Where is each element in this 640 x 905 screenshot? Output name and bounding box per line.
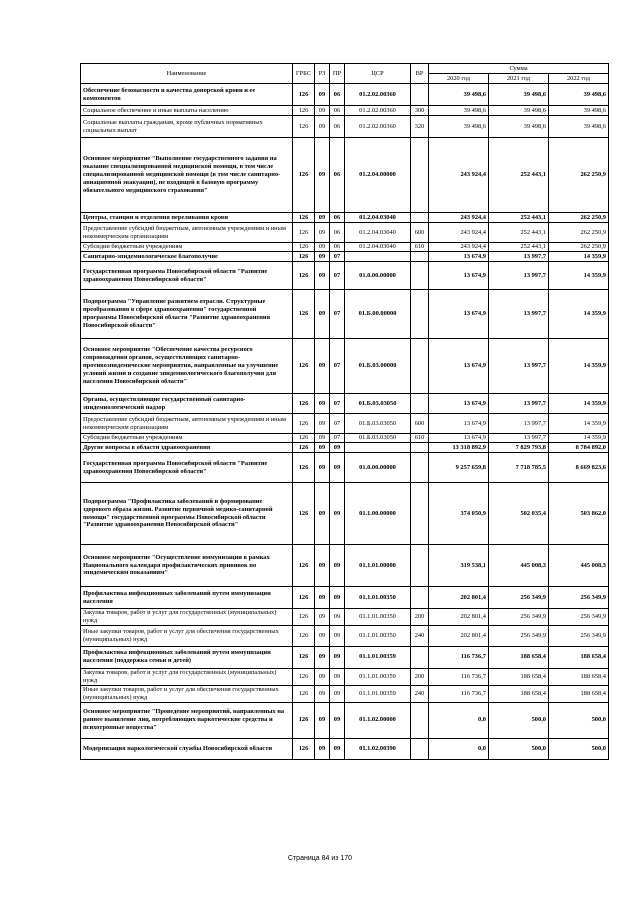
cell-csr: 01.2.04.03040	[345, 243, 411, 252]
cell-vr	[411, 646, 429, 668]
cell-vr: 300	[411, 106, 429, 116]
cell-pr: 07	[330, 414, 345, 434]
cell-pr: 09	[330, 668, 345, 685]
cell-vr	[411, 252, 429, 262]
cell-csr: 01.1.01.00350	[345, 625, 411, 646]
table-row	[81, 483, 609, 545]
cell-pr: 07	[330, 252, 345, 262]
cell-vr	[411, 483, 429, 545]
cell-csr: 01.2.04.03040	[345, 223, 411, 243]
table-row	[81, 609, 609, 626]
cell-vr	[411, 443, 429, 453]
cell-vr	[411, 339, 429, 394]
cell-pr: 09	[330, 587, 345, 609]
cell-pr: 07	[330, 394, 345, 414]
cell-vr	[411, 138, 429, 213]
cell-grbs: 126	[293, 738, 315, 759]
cell-csr: 01.0.00.00000	[345, 262, 411, 290]
cell-name: Государственная программа Новосибирской области "Развитие здравоохранения Новосибирской области"	[81, 262, 293, 290]
cell-y2021: 13 997,7	[489, 434, 549, 443]
cell-y2022: 256 349,9	[549, 587, 609, 609]
cell-y2022: 188 658,4	[549, 685, 609, 702]
table-row	[81, 414, 609, 434]
cell-y2022: 39 498,6	[549, 106, 609, 116]
cell-y2020: 39 498,6	[429, 116, 489, 138]
cell-name: Иные закупки товаров, работ и услуг для обеспечения государственных (муниципальных) нужд	[81, 685, 293, 702]
cell-y2021: 256 349,9	[489, 587, 549, 609]
cell-name: Иные закупки товаров, работ и услуг для обеспечения государственных (муниципальных) нужд	[81, 625, 293, 646]
cell-y2021: 188 658,4	[489, 685, 549, 702]
cell-y2021: 7 718 785,5	[489, 453, 549, 483]
cell-rz: 09	[315, 483, 330, 545]
cell-csr: 01.2.04.03040	[345, 213, 411, 223]
cell-csr: 01.1.01.00359	[345, 668, 411, 685]
cell-vr: 240	[411, 685, 429, 702]
cell-pr: 09	[330, 625, 345, 646]
cell-y2022: 262 250,9	[549, 138, 609, 213]
cell-y2021: 13 997,7	[489, 262, 549, 290]
cell-csr: 01.2.02.00360	[345, 116, 411, 138]
cell-pr: 06	[330, 106, 345, 116]
cell-y2022: 256 349,9	[549, 609, 609, 626]
cell-name: Предоставление субсидий бюджетным, автономным учреждениям и иным некоммерческим организациям	[81, 414, 293, 434]
cell-rz: 09	[315, 106, 330, 116]
cell-y2020: 243 924,4	[429, 243, 489, 252]
cell-y2022: 503 862,0	[549, 483, 609, 545]
cell-y2022: 14 359,9	[549, 262, 609, 290]
cell-y2021: 39 498,6	[489, 84, 549, 106]
cell-name: Санитарно-эпидемиологическое благополучие	[81, 252, 293, 262]
cell-grbs: 126	[293, 702, 315, 738]
cell-csr: 01.1.00.00000	[345, 483, 411, 545]
cell-pr: 06	[330, 223, 345, 243]
table-row	[81, 223, 609, 243]
cell-csr: 01.Б.03.03050	[345, 394, 411, 414]
cell-rz: 09	[315, 545, 330, 587]
table-row	[81, 252, 609, 262]
cell-vr	[411, 587, 429, 609]
cell-rz: 09	[315, 587, 330, 609]
cell-csr: 01.1.01.00359	[345, 646, 411, 668]
cell-rz: 09	[315, 138, 330, 213]
cell-y2020: 116 736,7	[429, 668, 489, 685]
cell-vr: 610	[411, 434, 429, 443]
cell-pr: 06	[330, 116, 345, 138]
cell-vr: 610	[411, 243, 429, 252]
table-row	[81, 453, 609, 483]
cell-vr: 200	[411, 609, 429, 626]
cell-name: Социальное обеспечение и иные выплаты населению	[81, 106, 293, 116]
cell-name: Закупка товаров, работ и услуг для государственных (муниципальных) нужд	[81, 609, 293, 626]
cell-y2020: 0,0	[429, 702, 489, 738]
cell-y2020: 202 801,4	[429, 587, 489, 609]
cell-y2021: 502 035,4	[489, 483, 549, 545]
cell-y2022: 262 250,9	[549, 243, 609, 252]
cell-name: Субсидии бюджетным учреждениям	[81, 243, 293, 252]
table-row	[81, 646, 609, 668]
cell-y2022: 262 250,9	[549, 223, 609, 243]
cell-grbs: 126	[293, 625, 315, 646]
cell-rz: 09	[315, 414, 330, 434]
cell-y2020: 13 674,9	[429, 394, 489, 414]
cell-csr: 01.1.01.00350	[345, 609, 411, 626]
cell-grbs: 126	[293, 414, 315, 434]
cell-y2022: 500,0	[549, 702, 609, 738]
cell-rz: 09	[315, 290, 330, 339]
cell-y2021: 13 997,7	[489, 339, 549, 394]
cell-y2020: 116 736,7	[429, 646, 489, 668]
cell-grbs: 126	[293, 213, 315, 223]
table-row	[81, 243, 609, 252]
cell-csr: 01.2.02.00360	[345, 84, 411, 106]
cell-y2021: 39 498,6	[489, 116, 549, 138]
table-row	[81, 262, 609, 290]
cell-y2021: 500,0	[489, 738, 549, 759]
cell-y2020: 374 050,9	[429, 483, 489, 545]
cell-y2021: 13 997,7	[489, 394, 549, 414]
cell-vr: 320	[411, 116, 429, 138]
cell-name: Государственная программа Новосибирской области "Развитие здравоохранения Новосибирской области"	[81, 453, 293, 483]
table-row	[81, 106, 609, 116]
cell-y2022: 445 008,3	[549, 545, 609, 587]
cell-vr: 600	[411, 223, 429, 243]
cell-grbs: 126	[293, 252, 315, 262]
table-row	[81, 213, 609, 223]
cell-rz: 09	[315, 116, 330, 138]
header-2021: 2021 год	[489, 74, 549, 84]
cell-pr: 09	[330, 738, 345, 759]
cell-y2020: 243 924,4	[429, 213, 489, 223]
header-sum: Сумма	[429, 64, 609, 74]
cell-rz: 09	[315, 262, 330, 290]
cell-y2022: 14 359,9	[549, 252, 609, 262]
cell-y2020: 39 498,6	[429, 106, 489, 116]
cell-grbs: 126	[293, 339, 315, 394]
cell-y2022: 14 359,9	[549, 290, 609, 339]
cell-csr: 01.Б.03.03050	[345, 414, 411, 434]
cell-y2020: 13 318 892,9	[429, 443, 489, 453]
cell-csr: 01.1.01.00350	[345, 587, 411, 609]
cell-grbs: 126	[293, 116, 315, 138]
cell-vr	[411, 545, 429, 587]
cell-name: Подпрограмма "Профилактика заболеваний и формирование здорового образа жизни. Развитие первичной медико-санитарной помощи" государственной программы Новосибирской области "Развитие здравоохранения Новосибирской области"	[81, 483, 293, 545]
cell-grbs: 126	[293, 443, 315, 453]
cell-rz: 09	[315, 609, 330, 626]
cell-y2020: 13 674,9	[429, 290, 489, 339]
cell-pr: 07	[330, 339, 345, 394]
cell-vr	[411, 453, 429, 483]
cell-name: Профилактика инфекционных заболеваний путем иммунизации населения (поддержка семьи и детей)	[81, 646, 293, 668]
cell-y2020: 13 674,9	[429, 252, 489, 262]
cell-pr: 09	[330, 685, 345, 702]
cell-pr: 07	[330, 262, 345, 290]
header-pr: ПР	[330, 64, 345, 84]
table-row	[81, 685, 609, 702]
cell-grbs: 126	[293, 545, 315, 587]
cell-y2022: 14 359,9	[549, 414, 609, 434]
cell-csr: 01.1.01.00000	[345, 545, 411, 587]
cell-grbs: 126	[293, 243, 315, 252]
cell-rz: 09	[315, 213, 330, 223]
cell-grbs: 126	[293, 587, 315, 609]
cell-rz: 09	[315, 223, 330, 243]
cell-csr: 01.1.01.00359	[345, 685, 411, 702]
cell-y2022: 500,0	[549, 738, 609, 759]
cell-y2022: 39 498,6	[549, 84, 609, 106]
cell-y2022: 188 658,4	[549, 668, 609, 685]
table-row	[81, 394, 609, 414]
cell-name: Предоставление субсидий бюджетным, автономным учреждениям и иным некоммерческим организациям	[81, 223, 293, 243]
cell-csr: 01.1.02.00390	[345, 738, 411, 759]
cell-vr: 240	[411, 625, 429, 646]
cell-rz: 09	[315, 625, 330, 646]
cell-csr: 01.Б.00.00000	[345, 290, 411, 339]
table-row	[81, 84, 609, 106]
cell-y2021: 39 498,6	[489, 106, 549, 116]
cell-csr: 01.Б.03.03050	[345, 434, 411, 443]
header-2020: 2020 год	[429, 74, 489, 84]
cell-y2021: 500,0	[489, 702, 549, 738]
cell-y2021: 252 443,1	[489, 213, 549, 223]
cell-vr	[411, 84, 429, 106]
cell-vr	[411, 702, 429, 738]
cell-y2022: 8 669 823,6	[549, 453, 609, 483]
table-body	[81, 84, 609, 760]
cell-y2020: 13 674,9	[429, 414, 489, 434]
cell-grbs: 126	[293, 668, 315, 685]
cell-vr	[411, 290, 429, 339]
table-row	[81, 668, 609, 685]
cell-y2020: 0,0	[429, 738, 489, 759]
cell-pr: 09	[330, 646, 345, 668]
cell-y2021: 13 997,7	[489, 252, 549, 262]
cell-y2021: 252 443,1	[489, 138, 549, 213]
table-row	[81, 545, 609, 587]
cell-vr: 600	[411, 414, 429, 434]
page-number: Страница 84 из 170	[287, 855, 353, 862]
cell-pr: 07	[330, 434, 345, 443]
cell-y2021: 13 997,7	[489, 414, 549, 434]
cell-pr: 09	[330, 483, 345, 545]
cell-y2022: 8 784 892,0	[549, 443, 609, 453]
cell-csr: 01.2.04.00000	[345, 138, 411, 213]
cell-rz: 09	[315, 702, 330, 738]
cell-name: Органы, осуществляющие государственный санитарно-эпидемиологический надзор	[81, 394, 293, 414]
table-row	[81, 738, 609, 759]
cell-grbs: 126	[293, 84, 315, 106]
budget-table	[80, 63, 609, 760]
cell-y2020: 9 257 659,8	[429, 453, 489, 483]
cell-pr: 06	[330, 243, 345, 252]
cell-name: Подпрограмма "Управление развитием отрасли. Структурные преобразования в сфере здравоохранения" государственной программы Новосибирской области "Развитие здравоохранения Новосибирской области"	[81, 290, 293, 339]
cell-csr: 01.Б.03.00000	[345, 339, 411, 394]
cell-rz: 09	[315, 646, 330, 668]
cell-rz: 09	[315, 339, 330, 394]
cell-pr: 06	[330, 84, 345, 106]
header-vr: ВР	[411, 64, 429, 84]
cell-rz: 09	[315, 394, 330, 414]
cell-y2021: 252 443,1	[489, 243, 549, 252]
cell-rz: 09	[315, 434, 330, 443]
cell-y2022: 14 359,9	[549, 434, 609, 443]
cell-pr: 09	[330, 453, 345, 483]
cell-y2022: 14 359,9	[549, 339, 609, 394]
table-row	[81, 116, 609, 138]
cell-y2021: 188 658,4	[489, 668, 549, 685]
cell-y2021: 252 443,1	[489, 223, 549, 243]
cell-rz: 09	[315, 243, 330, 252]
cell-grbs: 126	[293, 685, 315, 702]
table-row	[81, 443, 609, 453]
cell-pr: 07	[330, 290, 345, 339]
cell-vr	[411, 262, 429, 290]
cell-vr	[411, 394, 429, 414]
cell-name: Основное мероприятие "Обеспечение качества ресурсного сопровождения органов, осуществляющих санитарно-противоэпидемические мероприятия, направленные на улучшение условий жизни и создание эпидемиологического благополучия для населения Новосибирской области"	[81, 339, 293, 394]
cell-rz: 09	[315, 252, 330, 262]
cell-y2020: 39 498,6	[429, 84, 489, 106]
cell-y2022: 39 498,6	[549, 116, 609, 138]
cell-vr: 200	[411, 668, 429, 685]
cell-pr: 09	[330, 609, 345, 626]
cell-y2021: 13 997,7	[489, 290, 549, 339]
header-csr: ЦСР	[345, 64, 411, 84]
cell-y2022: 188 658,4	[549, 646, 609, 668]
cell-y2020: 319 538,1	[429, 545, 489, 587]
cell-name: Субсидии бюджетным учреждениям	[81, 434, 293, 443]
cell-y2020: 202 801,4	[429, 625, 489, 646]
table-row	[81, 625, 609, 646]
header-name: Наименование	[81, 64, 293, 84]
cell-name: Профилактика инфекционных заболеваний путем иммунизации населения	[81, 587, 293, 609]
table-row	[81, 138, 609, 213]
cell-vr	[411, 738, 429, 759]
header-rz: РЗ	[315, 64, 330, 84]
cell-y2020: 202 801,4	[429, 609, 489, 626]
table-row	[81, 339, 609, 394]
cell-name: Закупка товаров, работ и услуг для государственных (муниципальных) нужд	[81, 668, 293, 685]
cell-y2020: 243 924,4	[429, 138, 489, 213]
table-row	[81, 290, 609, 339]
cell-name: Обеспечение безопасности и качества донорской крови и ее компонентов	[81, 84, 293, 106]
table-row	[81, 434, 609, 443]
header-grbs: ГРБС	[293, 64, 315, 84]
cell-name: Основное мероприятие "Выполнение государственного задания на оказание специализированной медицинской помощи, в том числе специализированной медицинской помощи (в том числе санитарно-авиационной эвакуации), не входящей в базовую программу обязательного медицинского страхования"	[81, 138, 293, 213]
cell-y2021: 256 349,9	[489, 609, 549, 626]
cell-grbs: 126	[293, 394, 315, 414]
cell-y2020: 116 736,7	[429, 685, 489, 702]
cell-vr	[411, 213, 429, 223]
cell-grbs: 126	[293, 609, 315, 626]
cell-pr: 09	[330, 702, 345, 738]
cell-y2020: 13 674,9	[429, 434, 489, 443]
cell-rz: 09	[315, 453, 330, 483]
cell-csr	[345, 252, 411, 262]
cell-y2020: 13 674,9	[429, 339, 489, 394]
table-row	[81, 702, 609, 738]
cell-grbs: 126	[293, 434, 315, 443]
cell-grbs: 126	[293, 106, 315, 116]
cell-y2021: 445 008,3	[489, 545, 549, 587]
cell-grbs: 126	[293, 646, 315, 668]
cell-rz: 09	[315, 668, 330, 685]
cell-csr: 01.1.02.00000	[345, 702, 411, 738]
cell-y2020: 243 924,4	[429, 223, 489, 243]
cell-csr: 01.0.00.00000	[345, 453, 411, 483]
cell-name: Основное мероприятие "Проведение мероприятий, направленных на раннее выявление лиц, потребляющих наркотические средства и психотропные вещества"	[81, 702, 293, 738]
header-2022: 2022 год	[549, 74, 609, 84]
cell-y2022: 256 349,9	[549, 625, 609, 646]
cell-y2020: 13 674,9	[429, 262, 489, 290]
cell-y2021: 256 349,9	[489, 625, 549, 646]
cell-csr: 01.2.02.00360	[345, 106, 411, 116]
cell-rz: 09	[315, 443, 330, 453]
cell-y2021: 188 658,4	[489, 646, 549, 668]
cell-name: Другие вопросы в области здравоохранения	[81, 443, 293, 453]
cell-csr	[345, 443, 411, 453]
cell-rz: 09	[315, 84, 330, 106]
cell-y2021: 7 829 793,8	[489, 443, 549, 453]
cell-grbs: 126	[293, 290, 315, 339]
cell-pr: 06	[330, 213, 345, 223]
cell-name: Модернизация наркологической службы Новосибирской области	[81, 738, 293, 759]
cell-grbs: 126	[293, 453, 315, 483]
cell-rz: 09	[315, 738, 330, 759]
cell-name: Центры, станции и отделения переливания крови	[81, 213, 293, 223]
cell-grbs: 126	[293, 262, 315, 290]
cell-y2022: 14 359,9	[549, 394, 609, 414]
cell-name: Социальные выплаты гражданам, кроме публичных нормативных социальных выплат	[81, 116, 293, 138]
table-row	[81, 587, 609, 609]
cell-grbs: 126	[293, 483, 315, 545]
cell-name: Основное мероприятие "Осуществление иммунизации в рамках Национального календаря профилактических прививок по эпидемическим показаниям"	[81, 545, 293, 587]
cell-rz: 09	[315, 685, 330, 702]
cell-y2022: 262 250,9	[549, 213, 609, 223]
cell-pr: 09	[330, 545, 345, 587]
cell-pr: 09	[330, 443, 345, 453]
cell-pr: 06	[330, 138, 345, 213]
cell-grbs: 126	[293, 223, 315, 243]
cell-grbs: 126	[293, 138, 315, 213]
